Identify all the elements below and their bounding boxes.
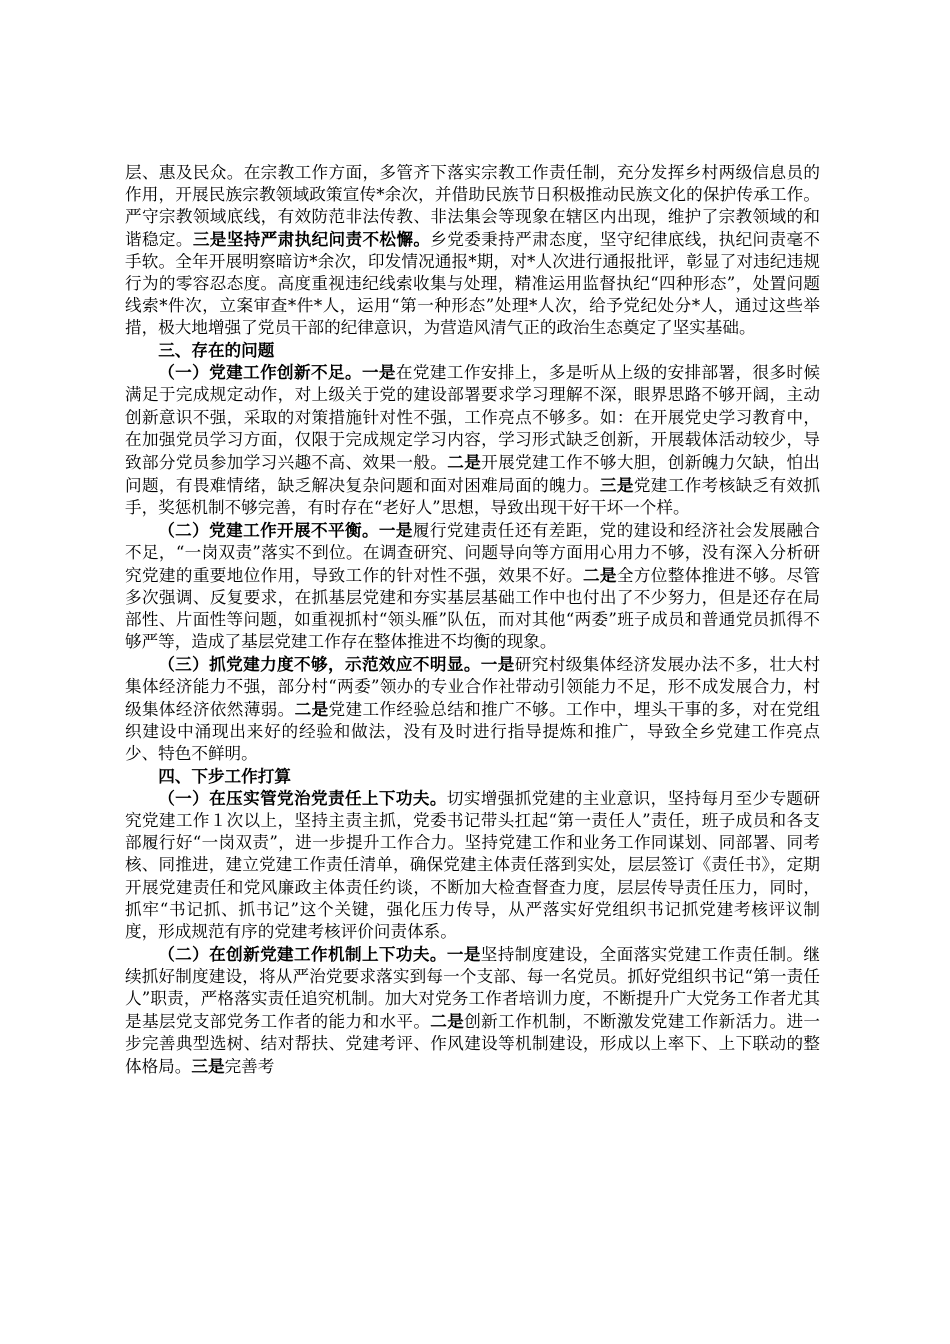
bold-text: 二是 — [582, 564, 617, 585]
paragraph-text: 党建工作考核缺乏有效抓手，奖惩机制不够完善，有时存在“老好人”思想，导致出现干好干坏一个样。 — [125, 475, 821, 517]
paragraph-text: 研究村级集体经济发展办法不多，壮大村集体经济能力不强，部分村“两委”领办的专业合作社带动引领能力不足，形不成发展合力，村级集体经济依然薄弱。 — [125, 655, 821, 720]
bold-text: 二是 — [430, 1010, 465, 1031]
bold-text: 三是坚持严肃执纪问责不松懈。 — [192, 229, 431, 250]
bold-text: 三是 — [599, 474, 634, 495]
body-paragraph — [125, 162, 820, 339]
paragraph-text: 切实增强抓党建的主业意识，坚持每月至少专题研究党建工作１次以上，坚持主责主抓，党委书记带头扛起“第一责任人”责任，班子成员和各支部履行好“一岗双责”，进一步提升工作合力。坚持党建工作和业务工作同谋划、同部署、同考核、同推进，建立党建工作责任清单，确保党建主体责任落到实处，层层签订《责任书》，定期开展党建责任和党风廉政主体责任约谈，不断加大检查督查力度，层层传导责任压力，同时，抓牢“书记抓、抓书记”这个关键，强化压力传导，从严落实好党组织书记抓党建考核评议制度，形成规范有序的党建考核评价问责体系。 — [125, 789, 821, 941]
bold-text: （二）党建工作开展不平衡。一是 — [158, 519, 413, 540]
paragraph-text: 坚持制度建设，全面落实党建工作责任制。继续抓好制度建设，将从严治党要求落实到每一个支部、每一名党员。抓好党组织书记“第一责任人”职责，严格落实责任追究机制。加大对党务工作者培训力度，不断提升广大党务工作者尤其是基层党支部党务工作者的能力和水平。 — [125, 944, 820, 1031]
section-heading — [125, 765, 820, 787]
bold-text: 三、存在的问题 — [158, 340, 275, 361]
body-paragraph — [125, 943, 820, 1078]
paragraph-text: 党建工作经验总结和推广不够。工作中，埋头干事的多，对在党组织建设中涌现出来好的经验和做法，没有及时进行指导提炼和推广，导致全乡党建工作亮点少、特色不鲜明。 — [125, 700, 821, 764]
paragraph-text: 在党建工作安排上，多是听从上级的安排部署，很多时候满足于完成规定动作，对上级关于党的建设部署要求学习理解不深，眼界思路不够开阔，主动创新意识不强，采取的对策措施针对性不强，工作亮点不够多。如：在开展党史学习教育中，在加强党员学习方面，仅限于完成规定学习内容，学习形式缺乏创新，开展载体活动较少，导致部分党员参加学习兴趣不高、效果一般。 — [125, 363, 821, 472]
paragraph-text: 开展党建工作不够大胆，创新魄力欠缺，怕出问题，有畏难情绪，缺乏解决复杂问题和面对困难局面的魄力。 — [125, 452, 821, 495]
body-paragraph — [125, 653, 820, 765]
body-paragraph — [125, 787, 820, 942]
bold-text: （三）抓党建力度不够，示范效应不明显。一是 — [158, 654, 515, 675]
bold-text: （一）党建工作创新不足。一是 — [158, 362, 396, 383]
paragraph-text: 完善考 — [224, 1056, 275, 1076]
document-page — [125, 162, 820, 1078]
bold-text: 二是 — [294, 699, 329, 720]
section-heading — [125, 339, 820, 361]
bold-text: 四、下步工作打算 — [158, 766, 291, 787]
body-paragraph — [125, 519, 820, 653]
paragraph-text: 履行党建责任还有差距，党的建设和经济社会发展融合不足，“一岗双责”落实不到位。在调查研究、问题导向等方面用心用力不够，没有深入分析研究党建的重要地位作用，导致工作的针对性不强，效果不好。 — [125, 520, 821, 585]
paragraph-text: 创新工作机制，不断激发党建工作新活力。进一步完善典型选树、结对帮扶、党建考评、作风建设等机制建设，形成以上率下、上下联动的整体格局。 — [125, 1011, 821, 1076]
body-paragraph — [125, 361, 820, 518]
paragraph-text: 乡党委秉持严肃态度，坚守纪律底线，执纪问责毫不手软。全年开展明察暗访*余次，印发情况通报*期，对*人次进行通报批评，彰显了对违纪违规行为的零容忍态度。高度重视违纪线索收集与处理，精准运用监督执纪“四种形态”，处置问题线索*件次，立案审查*件*人，运用“第一种形态”处理*人次，给予党纪处分*人，通过这些举措，极大地增强了党员干部的纪律意识，为营造风清气正的政治生态奠定了坚实基础。 — [125, 230, 821, 338]
paragraph-text: 全方位整体推进不够。尽管多次强调、反复要求，在抓基层党建和夯实基层基础工作中也付出了不少努力，但是还存在局部性、片面性等问题，如重视抓村“领头雁”队伍，而对其他“两委”班子成员和普通党员抓得不够严等，造成了基层党建工作存在整体推进不均衡的现象。 — [125, 565, 821, 651]
bold-text: 二是 — [447, 451, 482, 472]
bold-text: （一）在压实管党治党责任上下功夫。 — [158, 788, 447, 809]
bold-text: （二）在创新党建工作机制上下功夫。一是 — [158, 943, 481, 964]
paragraph-text: 层、惠及民众。在宗教工作方面，多管齐下落实宗教工作责任制，充分发挥乡村两级信息员的作用，开展民族宗教领域政策宣传*余次，并借助民族节日积极推动民族文化的保护传承工作。严守宗教领域底线，有效防范非法传教、非法集会等现象在辖区内出现，维护了宗教领域的和谐稳定。 — [125, 163, 820, 250]
bold-text: 三是 — [191, 1055, 225, 1076]
